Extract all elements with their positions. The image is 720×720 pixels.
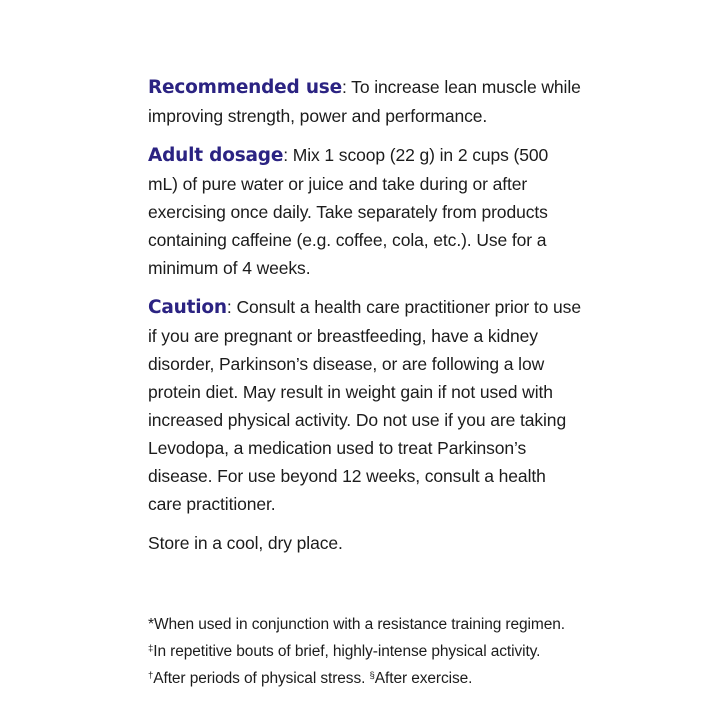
adult-dosage-body: Mix 1 scoop (22 g) in 2 cups (500 mL) of pure water or juice and take during or after exercising once daily. Take separately from products containing caffeine (e.g. coffee, cola, etc.). Use for a minimum of 4 weeks. <box>148 145 549 278</box>
double-dagger-symbol: ‡ <box>148 642 154 654</box>
asterisk-symbol: * <box>148 616 154 633</box>
label-text-panel <box>148 73 582 692</box>
footnotes-paragraph <box>148 611 572 692</box>
section-caution <box>148 293 582 518</box>
footnote-repetitive-bouts <box>148 643 540 660</box>
caution-body: Consult a health care practitioner prior to use if you are pregnant or breastfeeding, have a kidney disorder, Parkinson’s disease, or are following a low protein diet. May result in weight gain if not used with increased physical activity. Do not use if you are taking Levodopa, a medication used to treat Parkinson’s disease. For use beyond 12 weeks, consult a health care practitioner. <box>148 297 581 514</box>
footnote-resistance-training <box>148 616 565 633</box>
recommended-use-body: To increase lean muscle while improving strength, power and performance. <box>148 77 581 126</box>
adult-dosage-heading: Adult dosage <box>148 145 284 166</box>
heading-colon: : <box>283 145 293 165</box>
heading-colon: : <box>341 77 352 97</box>
footnote-text: When used in conjunction with a resistance training regimen. <box>153 616 565 633</box>
heading-colon: : <box>226 297 237 317</box>
footnote-text: After periods of physical stress. <box>153 670 366 687</box>
footnote-text: After exercise. <box>374 670 473 687</box>
dagger-symbol: † <box>148 669 154 681</box>
footnote-text: In repetitive bouts of brief, highly-intense physical activity. <box>153 643 541 660</box>
storage-instruction: Store in a cool, dry place. <box>148 533 343 553</box>
recommended-use-heading: Recommended use <box>148 77 342 98</box>
section-recommended-use <box>148 73 582 130</box>
footnote-physical-stress <box>148 670 365 687</box>
caution-heading: Caution <box>148 297 227 318</box>
section-adult-dosage <box>148 141 582 282</box>
section-sign-symbol: § <box>369 669 375 681</box>
footnote-after-exercise <box>370 670 473 687</box>
